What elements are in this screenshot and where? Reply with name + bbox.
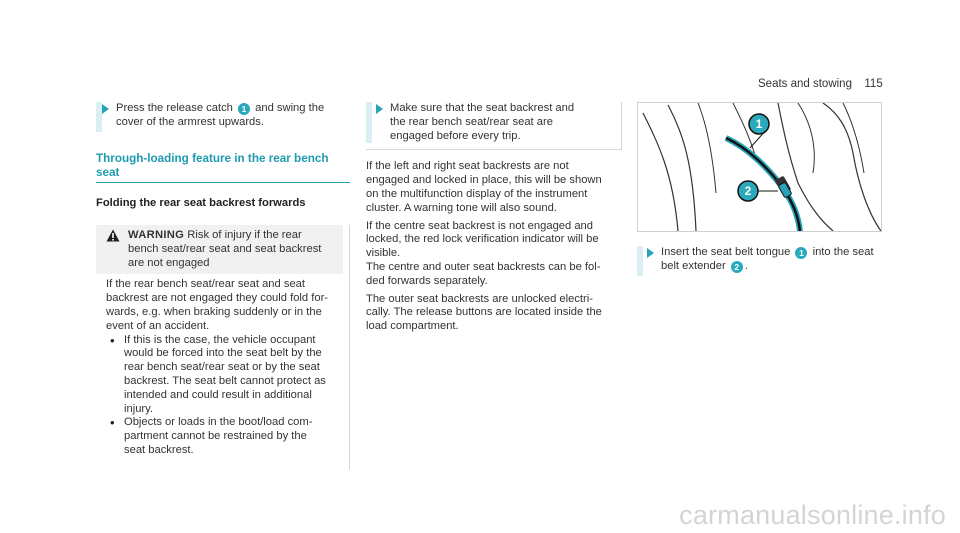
step-text-part: Insert the seat belt tongue bbox=[661, 246, 791, 258]
para-line: engaged and locked in place, this will be shown bbox=[366, 174, 602, 187]
section-title-line: seat bbox=[96, 166, 120, 179]
warning-box bbox=[96, 225, 350, 470]
warning-body-line: If the rear bench seat/rear seat and seat bbox=[106, 278, 306, 291]
bullet-line: seat backrest. bbox=[124, 443, 194, 456]
paragraph-electric-unlock bbox=[366, 293, 622, 334]
warning-text: are not engaged bbox=[128, 256, 210, 269]
warning-text: Risk of injury if the rear bbox=[187, 229, 302, 241]
para-line: If the centre seat backrest is not engaged and bbox=[366, 219, 594, 232]
warning-heading-row bbox=[106, 229, 339, 270]
section-title-line: Through-loading feature in the rear bench bbox=[96, 152, 329, 165]
para-line: ded forwards separately. bbox=[366, 274, 488, 287]
step-line: Make sure that the seat backrest and bbox=[390, 102, 575, 114]
bullet-line: injury. bbox=[124, 402, 154, 415]
warning-body-line: backrest are not engaged they could fold for- bbox=[106, 292, 329, 305]
warning-header bbox=[96, 225, 343, 274]
para-line: visible. bbox=[366, 247, 401, 260]
step-arrow-icon bbox=[376, 104, 383, 114]
para-line: cluster. A warning tone will also sound. bbox=[366, 201, 557, 214]
para-line: locked, the red lock verification indicator will be bbox=[366, 233, 599, 246]
bullet-text bbox=[124, 416, 312, 457]
bullet-line: partment cannot be restrained by the bbox=[124, 430, 307, 443]
para-line: The outer seat backrests are unlocked electri- bbox=[366, 292, 593, 305]
subsection-title: Folding the rear seat backrest forwards bbox=[96, 197, 306, 209]
para-line: The centre and outer seat backrests can be fol- bbox=[366, 260, 601, 273]
bullet-dot: • bbox=[110, 332, 115, 348]
warning-bullet bbox=[106, 334, 343, 417]
step-text-part: into the seat bbox=[812, 246, 874, 258]
step-arrow-wrap bbox=[372, 102, 390, 143]
paragraph-centre-backrest bbox=[366, 220, 622, 289]
bullet-line: If this is the case, the vehicle occupant bbox=[124, 333, 316, 346]
para-line: cally. The release buttons are located inside the bbox=[366, 306, 602, 319]
para-line: on the multifunction display of the instrument bbox=[366, 187, 588, 200]
step-text-part: . bbox=[744, 259, 748, 272]
paragraph-display bbox=[366, 160, 622, 215]
warning-body bbox=[96, 274, 343, 457]
header-page-number: 115 bbox=[864, 78, 883, 90]
warning-text: bench seat/rear seat and seat backrest bbox=[128, 242, 322, 255]
figure-marker-2: 2 bbox=[744, 184, 752, 198]
step-arrow-wrap bbox=[102, 102, 114, 132]
seat-belt-figure bbox=[637, 102, 882, 232]
page-header bbox=[758, 78, 883, 90]
warning-body-line: event of an accident. bbox=[106, 319, 210, 332]
step-text-part: cover of the armrest upwards. bbox=[116, 115, 264, 128]
step-line: the rear bench seat/rear seat are bbox=[390, 115, 553, 128]
step-text-part: belt extender bbox=[661, 259, 726, 272]
figure-marker-1: 1 bbox=[755, 117, 763, 131]
para-line: load compartment. bbox=[366, 320, 459, 333]
step-text bbox=[114, 102, 324, 132]
bullet-dot: • bbox=[110, 415, 115, 431]
column-2 bbox=[366, 102, 622, 334]
bullet-line: intended and could result in additional bbox=[124, 388, 312, 401]
step-text-part: and swing the bbox=[255, 102, 325, 114]
header-section: Seats and stowing bbox=[758, 78, 852, 90]
step-release-catch bbox=[96, 102, 350, 132]
step-line: engaged before every trip. bbox=[390, 129, 521, 142]
bullet-line: would be forced into the seat belt by the bbox=[124, 347, 322, 360]
step-arrow-wrap bbox=[643, 246, 661, 276]
marker-1: 1 bbox=[795, 247, 807, 259]
step-arrow-icon bbox=[647, 248, 654, 258]
step-text bbox=[661, 246, 874, 276]
step-text-part: Press the release catch bbox=[116, 102, 233, 114]
step-text bbox=[390, 102, 574, 143]
section-heading bbox=[96, 152, 350, 183]
bullet-text bbox=[124, 334, 326, 417]
marker-1: 1 bbox=[238, 103, 250, 115]
step-arrow-icon bbox=[102, 104, 109, 114]
bullet-line: backrest. The seat belt cannot protect as bbox=[124, 374, 326, 387]
step-check-backrest bbox=[366, 102, 622, 150]
marker-2: 2 bbox=[731, 261, 743, 273]
para-line: If the left and right seat backrests are not bbox=[366, 160, 569, 173]
step-insert-belt bbox=[637, 246, 882, 276]
warning-bullet bbox=[106, 416, 343, 457]
bullet-line: Objects or loads in the boot/load com- bbox=[124, 416, 313, 429]
seat-belt-illustration bbox=[638, 103, 881, 231]
warning-body-line: wards, e.g. when braking suddenly or in the bbox=[106, 305, 322, 318]
warning-triangle-icon bbox=[106, 229, 120, 242]
column-1 bbox=[96, 102, 350, 470]
warning-label: WARNING bbox=[128, 229, 185, 241]
warning-heading-text bbox=[128, 229, 321, 270]
bullet-line: rear bench seat/rear seat or by the seat bbox=[124, 361, 320, 374]
watermark: carmanualsonline.info bbox=[679, 500, 946, 530]
